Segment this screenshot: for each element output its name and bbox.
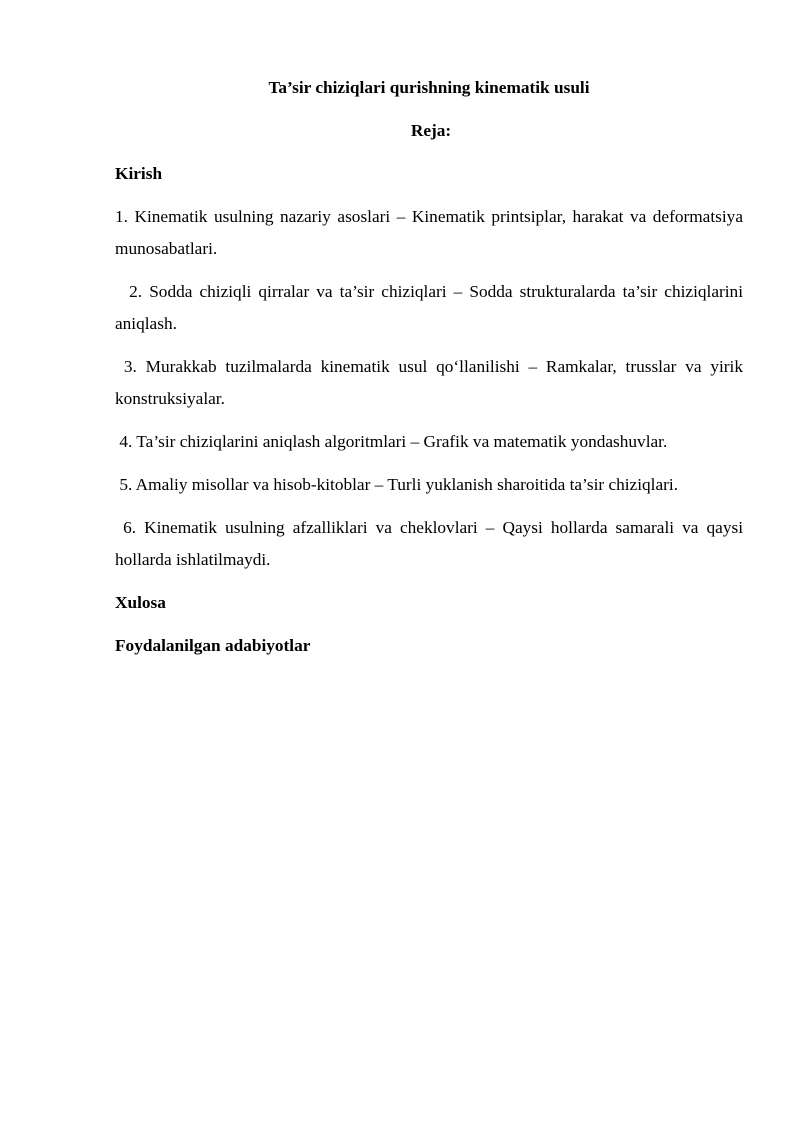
conclusion-heading: Xulosa <box>115 593 166 612</box>
plan-heading: Reja: <box>410 121 452 140</box>
plan-item-6: 6. Kinematik usulning afzalliklari va cheklovlari – Qaysi hollarda samarali va qaysi hollarda ishlatilmaydi. <box>115 518 748 569</box>
plan-item-2: 2. Sodda chiziqli qirralar va ta’sir chiziqlari – Sodda strukturalarda ta’sir chiziqlarini aniqlash. <box>115 282 748 333</box>
intro-heading: Kirish <box>115 164 163 183</box>
document-content <box>115 72 748 673</box>
plan-item-4: 4. Ta’sir chiziqlarini aniqlash algoritmlari – Grafik va matematik yondashuvlar. <box>115 432 668 451</box>
plan-item-5: 5. Amaliy misollar va hisob-kitoblar – Turli yuklanish sharoitida ta’sir chiziqlari. <box>115 475 679 494</box>
references-heading: Foydalanilgan adabiyotlar <box>115 636 311 655</box>
document-title: Ta’sir chiziqlari qurishning kinematik usuli <box>268 78 590 97</box>
plan-item-1: 1. Kinematik usulning nazariy asoslari – Kinematik printsiplar, harakat va deformatsiya munosabatlari. <box>115 207 748 258</box>
plan-item-3: 3. Murakkab tuzilmalarda kinematik usul qo‘llanilishi – Ramkalar, trusslar va yirik konstruksiyalar. <box>115 357 748 408</box>
